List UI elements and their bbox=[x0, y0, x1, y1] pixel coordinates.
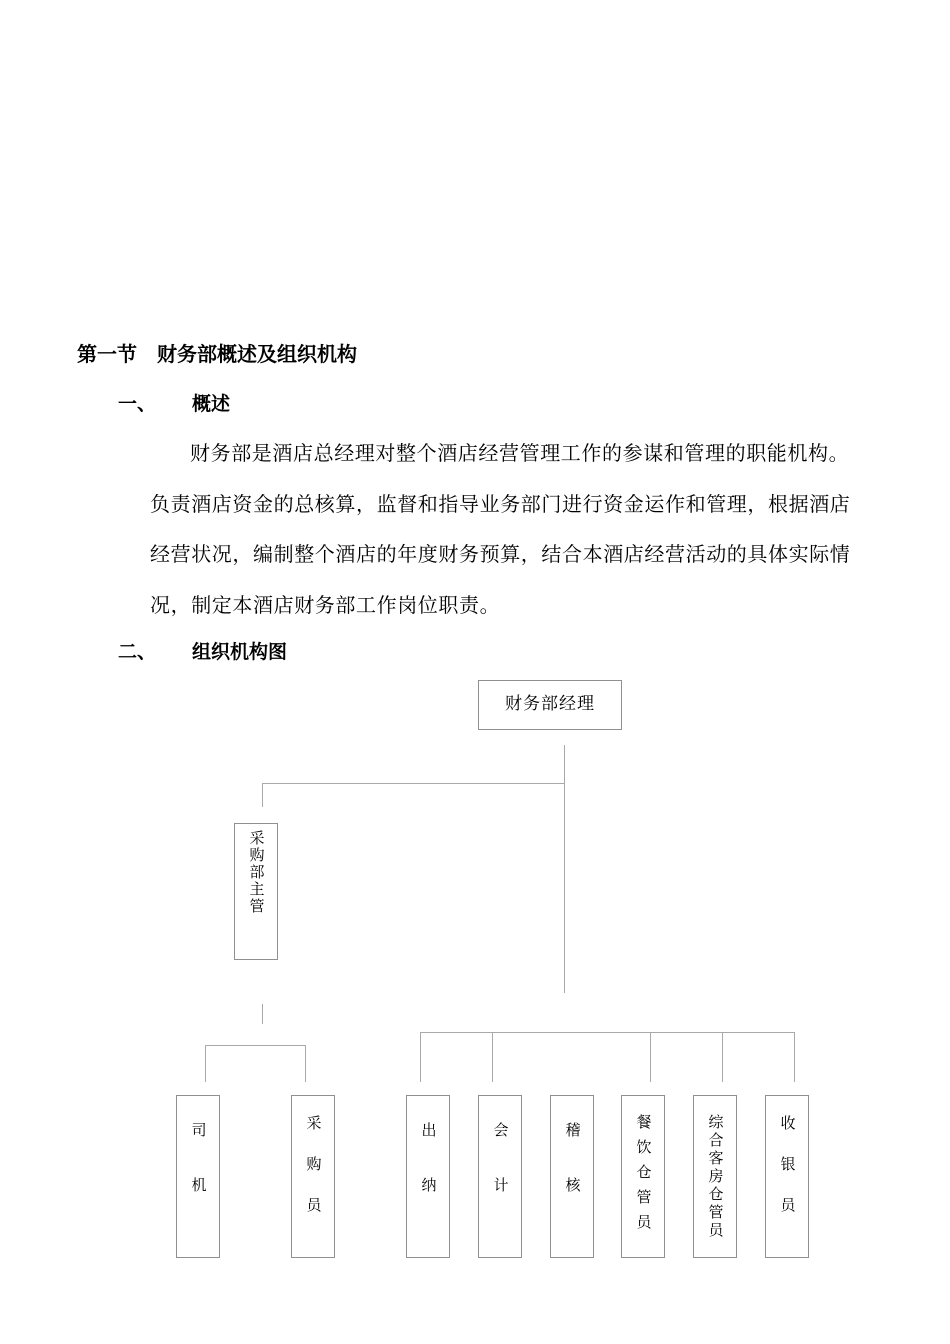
staff-box bbox=[176, 1095, 220, 1258]
staff-label: 收银员 bbox=[778, 1115, 797, 1238]
finance-manager-box: 财务部经理 bbox=[478, 680, 622, 730]
connector-line bbox=[262, 1004, 263, 1024]
staff-box bbox=[291, 1095, 335, 1258]
org-chart-title: 组织机构图 bbox=[192, 641, 288, 663]
staff-label: 司机 bbox=[189, 1121, 208, 1232]
section-heading: 财务部概述及组织机构 bbox=[157, 342, 357, 366]
overview-paragraph: 财务部是酒店总经理对整个酒店经营管理工作的参谋和管理的职能机构。负责酒店资金的总核算，监督和指导业务部门进行资金运作和管理，根据酒店经营状况，编制整个酒店的年度财务预算，结合本酒店经营活动的具体实际情况，制定本酒店财务部工作岗位职责。 bbox=[150, 441, 851, 617]
connector-line bbox=[205, 1045, 306, 1046]
connector-line bbox=[492, 1032, 493, 1082]
overview-title: 概述 bbox=[192, 393, 231, 415]
section-number: 第一节 bbox=[77, 342, 137, 366]
connector-line bbox=[262, 783, 263, 807]
purchasing-supervisor-box: 采购部主管 bbox=[234, 823, 278, 960]
overview-number: 一、 bbox=[118, 393, 157, 415]
staff-label: 稽核 bbox=[563, 1121, 582, 1232]
staff-box bbox=[406, 1095, 450, 1258]
section-title bbox=[77, 338, 357, 367]
staff-box bbox=[550, 1095, 594, 1258]
staff-box bbox=[765, 1095, 809, 1258]
staff-label: 餐饮仓管员 bbox=[634, 1114, 653, 1239]
staff-box bbox=[478, 1095, 522, 1258]
connector-line bbox=[420, 1032, 421, 1082]
connector-line bbox=[305, 1045, 306, 1082]
staff-label: 综合客房仓管员 bbox=[706, 1113, 725, 1240]
staff-label: 采购员 bbox=[304, 1115, 323, 1238]
connector-line bbox=[205, 1045, 206, 1082]
connector-line bbox=[420, 1032, 795, 1033]
connector-line bbox=[262, 783, 565, 784]
org-chart-number: 二、 bbox=[118, 641, 157, 663]
connector-line bbox=[722, 1032, 723, 1082]
staff-label: 会计 bbox=[491, 1121, 510, 1232]
staff-label: 出纳 bbox=[419, 1121, 438, 1232]
connector-line bbox=[650, 1032, 651, 1082]
connector-line bbox=[794, 1032, 795, 1082]
staff-box bbox=[621, 1095, 665, 1258]
staff-box bbox=[693, 1095, 737, 1258]
